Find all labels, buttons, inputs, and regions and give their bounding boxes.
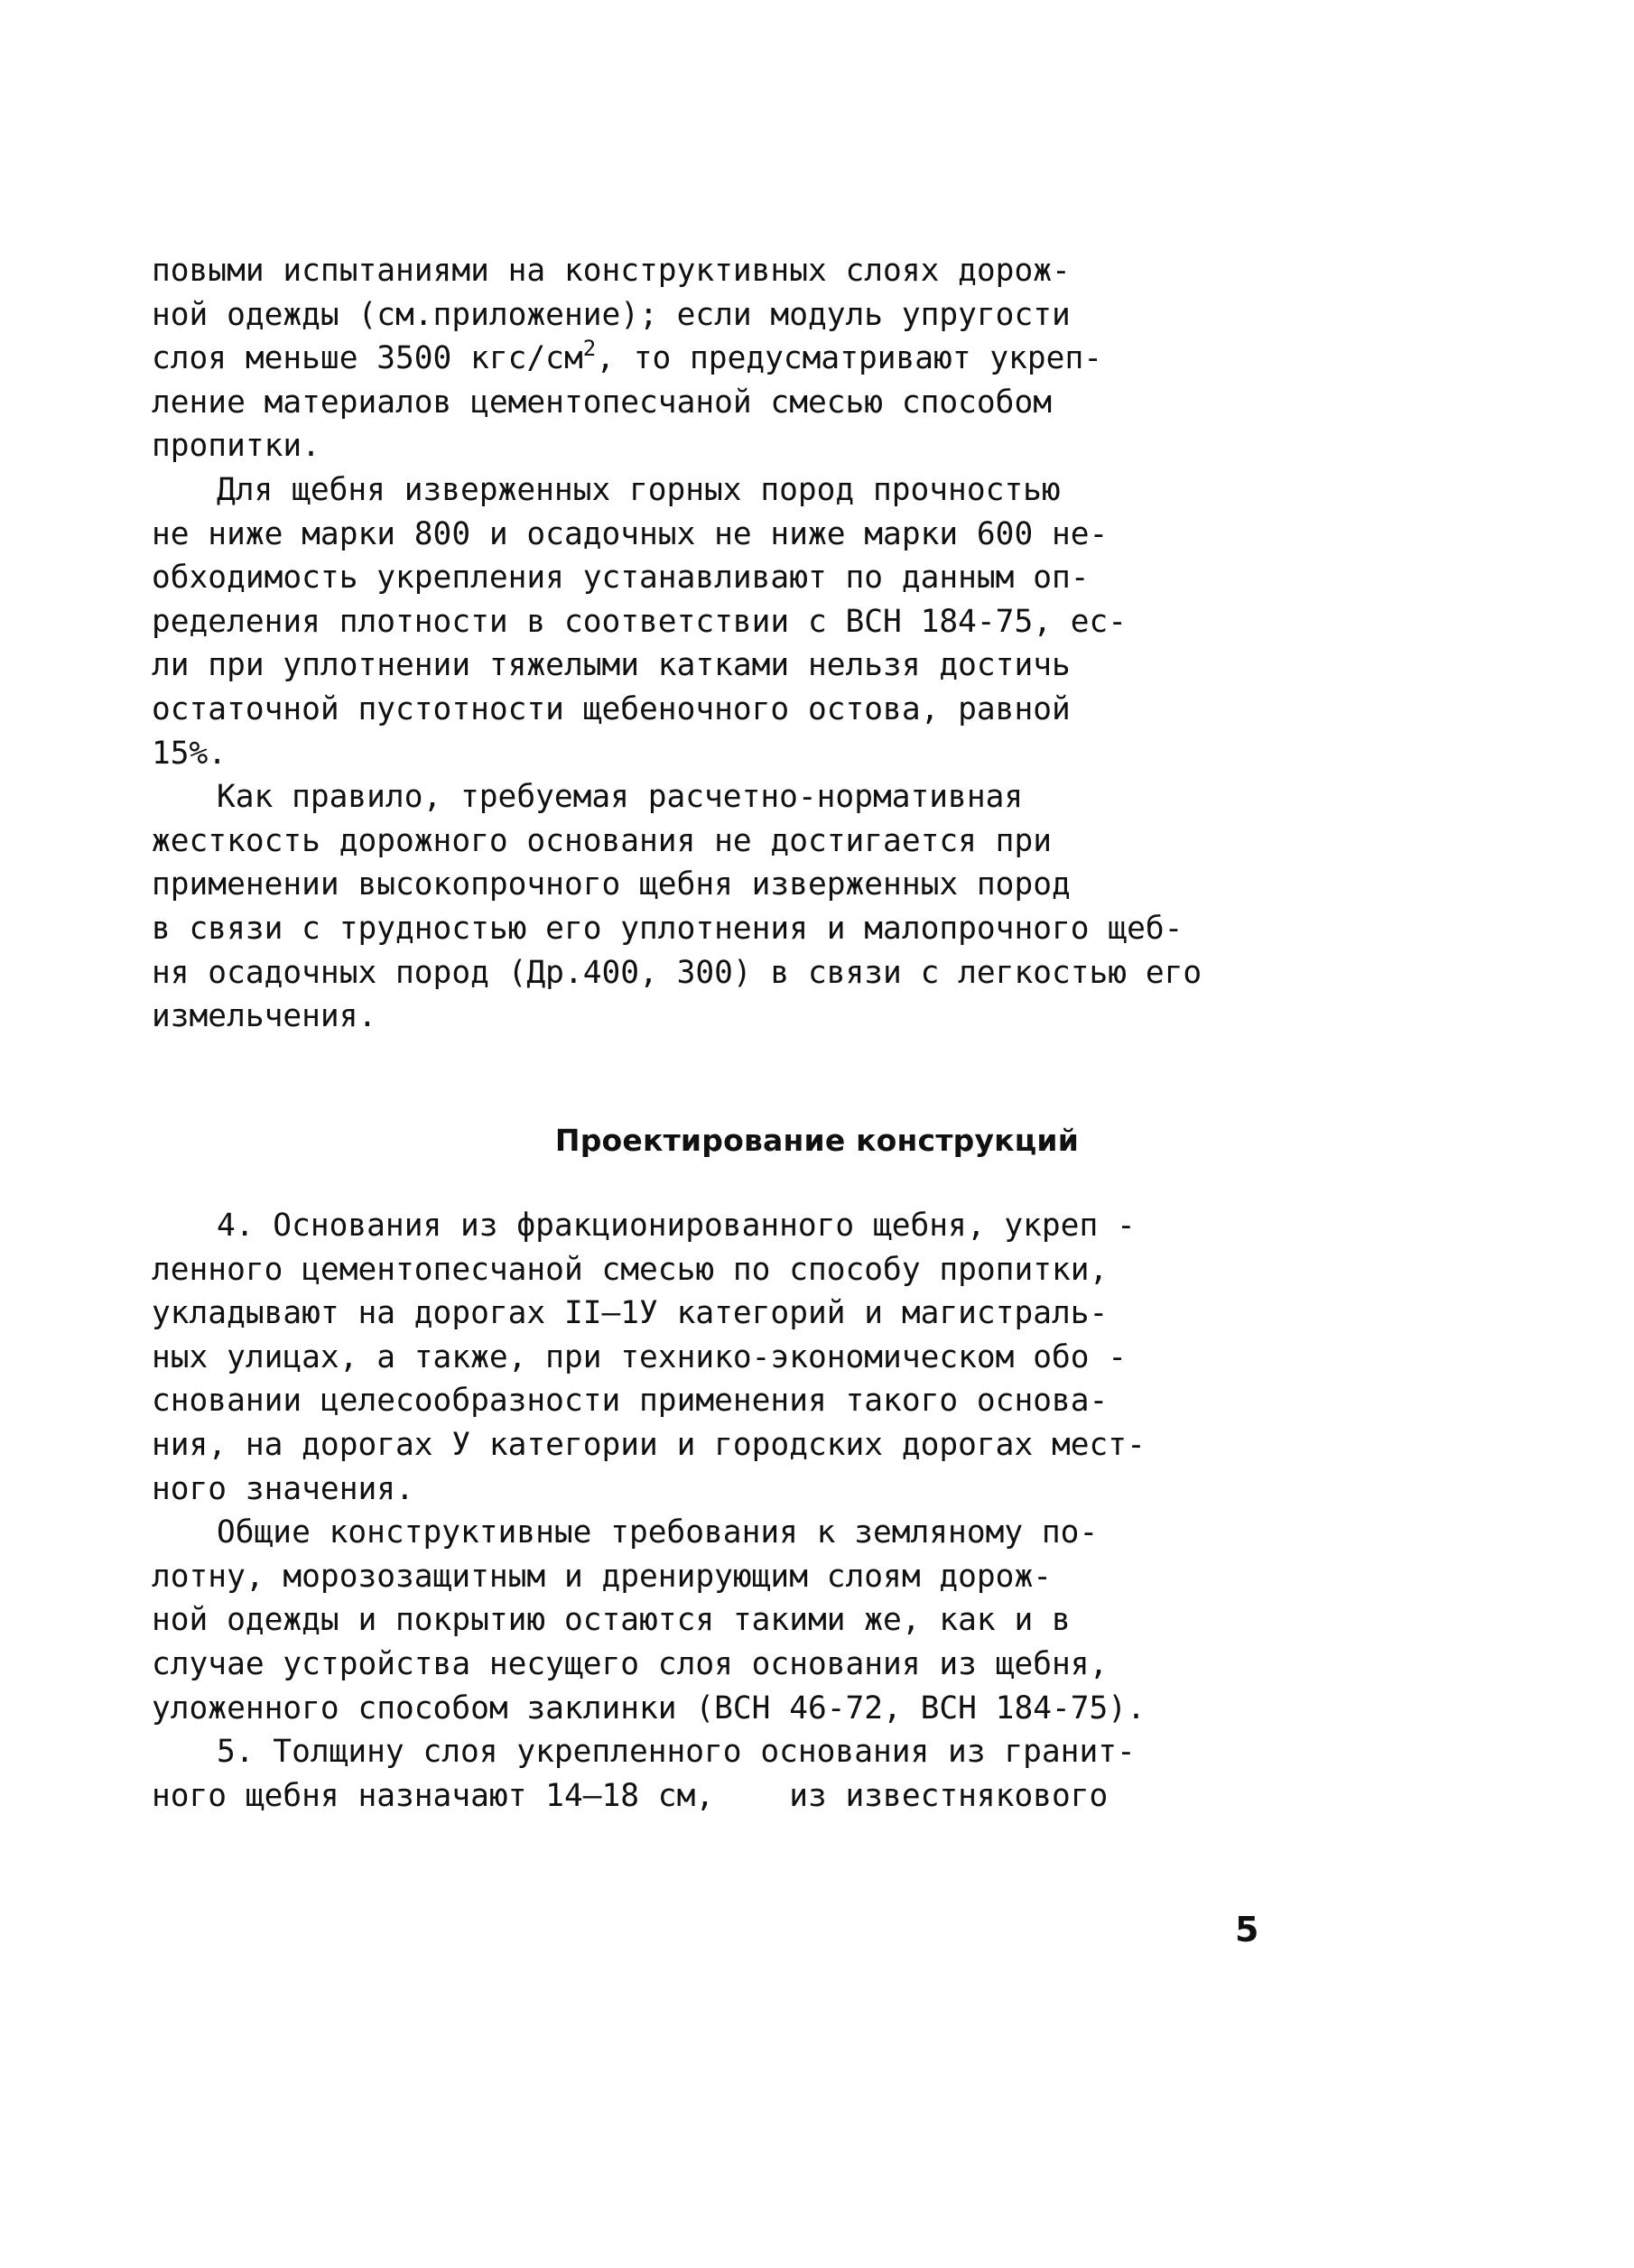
text-line: 4. Основания из фракционированного щебня, укреп - [217,1208,1136,1244]
text-line: ределения плотности в соответствии с ВСН 184-75, ес- [152,603,1128,640]
text-line: ленного цементопесчаной смесью по способу пропитки, [152,1251,1109,1288]
text-line: применении высокопрочного щебня изверженных пород [152,866,1071,903]
text-line: ния, на дорогах У категории и городских дорогах мест- [152,1426,1146,1463]
text-line: ли при уплотнении тяжелыми катками нельзя достичь [152,647,1071,684]
text-line-with-superscript [152,337,1289,381]
section-heading: Проектирование конструкций [554,1123,1080,1158]
page-number: 5 [1235,1910,1259,1949]
text-line: в связи с трудностью его уплотнения и малопрочного щеб- [152,910,1184,947]
text-line: случае устройства несущего слоя основания из щебня, [152,1645,1109,1682]
text-line: повыми испытаниями на конструктивных слоях дорож- [152,253,1071,289]
text-line: Как правило, требуемая расчетно-нормативная [217,779,1024,816]
text-line: укладывают на дорогах II–1У категорий и магистраль- [152,1295,1109,1332]
text-fragment: , то предусматривают укреп- [596,340,1102,377]
text-line: 15%. [152,735,227,772]
text-line: ного значения. [152,1470,414,1507]
text-line: 5. Толщину слоя укрепленного основания из гранит- [217,1734,1136,1771]
text-line: ных улицах, а также, при технико-экономическом обо - [152,1338,1128,1375]
text-line: пропитки. [152,428,320,465]
text-line: ление материалов цементопесчаной смесью способом [152,384,1052,421]
text-line: жесткость дорожного основания не достигается при [152,822,1052,859]
text-line: ня осадочных пород (Др.400, 300) в связи с легкостью его [152,954,1202,991]
text-line: не ниже марки 800 и осадочных не ниже марки 600 не- [152,515,1109,552]
text-line: измельчения. [152,998,377,1035]
text-fragment: слоя меньше 3500 кгс/см [152,340,583,377]
text-line: ной одежды (см.приложение); если модуль упругости [152,296,1071,333]
text-line: ного щебня назначают 14–18 см, из известнякового [152,1777,1109,1814]
body-text-top [152,249,1289,1039]
text-line: обходимость укрепления устанавливают по данным оп- [152,560,1090,597]
text-line: остаточной пустотности щебеночного остова, равной [152,690,1071,727]
text-line: сновании целесообразности применения такого основа- [152,1383,1109,1420]
text-line: Для щебня изверженных горных пород прочностью [217,471,1061,508]
body-text-bottom [152,1204,1289,1818]
text-line: ной одежды и покрытию остаются такими же, как и в [152,1602,1071,1639]
superscript: 2 [582,336,597,362]
text-line: лотну, морозозащитным и дренирующим слоям дорож- [152,1558,1052,1595]
text-line: Общие конструктивные требования к земляному по- [217,1514,1099,1551]
text-line: уложенного способом заклинки (ВСН 46-72, ВСН 184-75). [152,1689,1146,1726]
